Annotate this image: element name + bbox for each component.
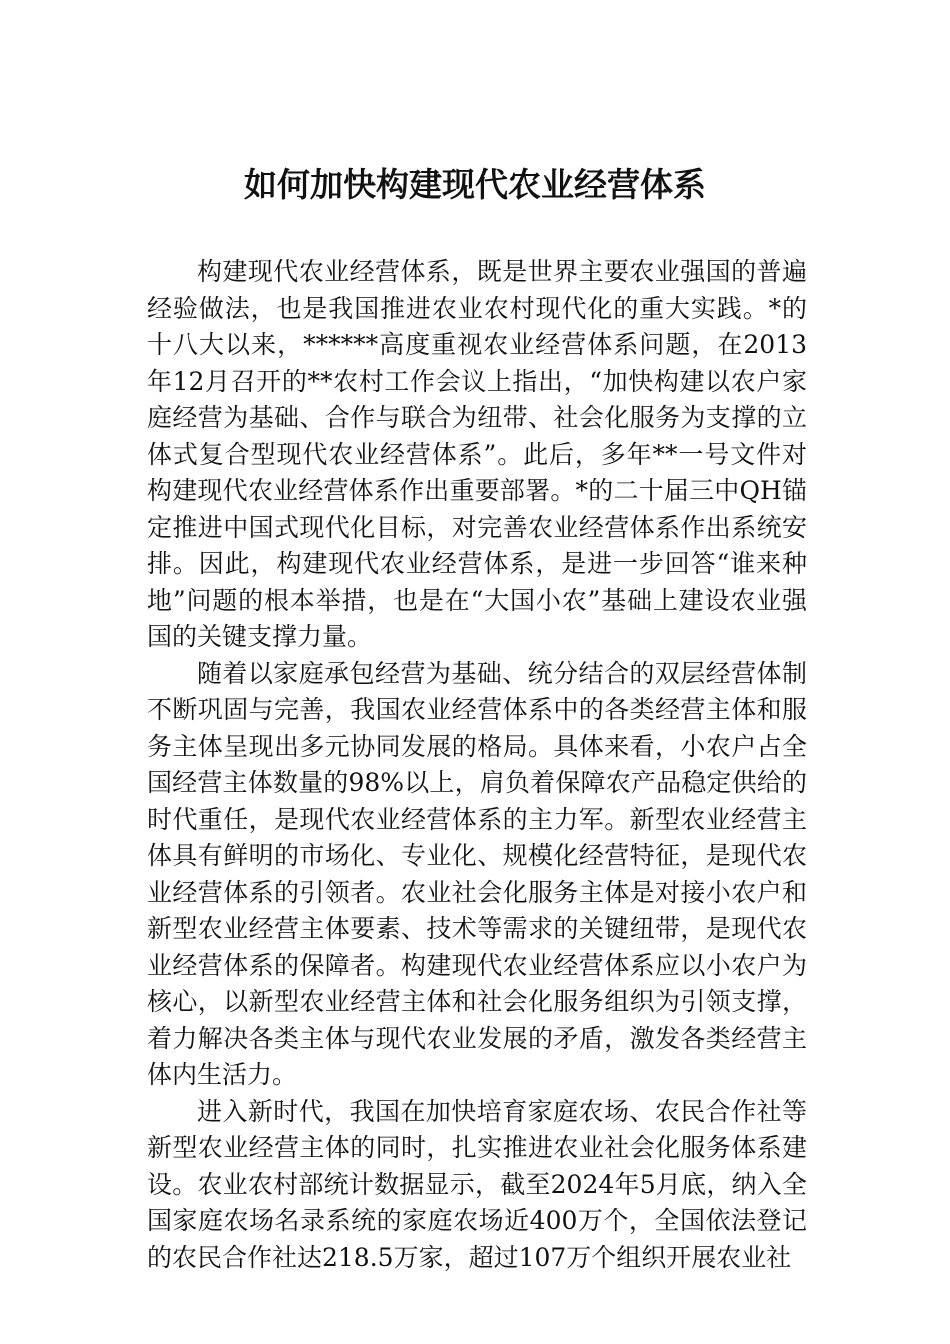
document-body	[147, 254, 807, 1276]
document-title: 如何加快构建现代农业经营体系	[244, 165, 706, 204]
paragraph-3: 进入新时代，我国在加快培育家庭农场、农民合作社等新型农业经营主体的同时，扎实推进农业社会化服务体系建设。农业农村部统计数据显示，截至2024年5月底，纳入全国家庭农场名录系统的家庭农场近400万个，全国依法登记的农民合作社达218.5万家，超过107万个组织开展农业社	[147, 1096, 807, 1272]
paragraph-2: 随着以家庭承包经营为基础、统分结合的双层经营体制不断巩固与完善，我国农业经营体系中的各类经营主体和服务主体呈现出多元协同发展的格局。具体来看，小农户占全国经营主体数量的98%以上，肩负着保障农产品稳定供给的时代重任，是现代农业经营体系的主力军。新型农业经营主体具有鲜明的市场化、专业化、规模化经营特征，是现代农业经营体系的引领者。农业社会化服务主体是对接小农户和新型农业经营主体要素、技术等需求的关键纽带，是现代农业经营体系的保障者。构建现代农业经营体系应以小农户为核心，以新型农业经营主体和社会化服务组织为引领支撑，着力解决各类主体与现代农业发展的矛盾，激发各类经营主体内生活力。	[147, 658, 807, 1089]
paragraph-1: 构建现代农业经营体系，既是世界主要农业强国的普遍经验做法，也是我国推进农业农村现代化的重大实践。*的十八大以来，******高度重视农业经营体系问题，在2013年12月召开的**农村工作会议上指出，“加快构建以农户家庭经营为基础、合作与联合为纽带、社会化服务为支撑的立体式复合型现代农业经营体系”。此后，多年**一号文件对构建现代农业经营体系作出重要部署。*的二十届三中QH锚定推进中国式现代化目标，对完善农业经营体系作出系统安排。因此，构建现代农业经营体系，是进一步回答“谁来种地”问题的根本举措，也是在“大国小农”基础上建设农业强国的关键支撑力量。	[147, 257, 807, 651]
